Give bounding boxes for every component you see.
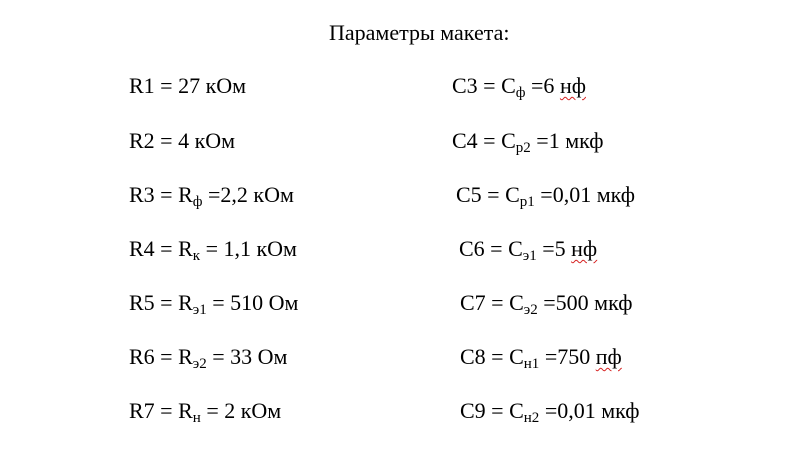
capacitor-c5 <box>456 181 635 209</box>
resistor-r6-subscript: э2 <box>192 356 207 372</box>
resistor-r4-symbol: R <box>178 236 193 261</box>
resistor-r6 <box>129 343 287 371</box>
page-title: Параметры макета: <box>329 20 510 45</box>
capacitor-c7-subscript: э2 <box>523 302 538 318</box>
resistor-r7 <box>129 397 281 425</box>
capacitor-c4-unit: мкф <box>565 128 604 153</box>
capacitor-c5-label: C5 = <box>456 182 506 207</box>
capacitor-c7-symbol: C <box>509 290 524 315</box>
capacitor-c9-value: =0,01 <box>539 398 602 423</box>
capacitor-c7-value: =500 <box>537 290 595 315</box>
resistor-r7-value: = 2 кОм <box>200 398 282 423</box>
resistor-r7-symbol: R <box>178 398 193 423</box>
capacitor-c3-value: =6 <box>525 73 560 98</box>
resistor-r3-subscript: ф <box>192 194 203 210</box>
capacitor-c5-value: =0,01 <box>534 182 597 207</box>
resistor-r1-text: R1 = 27 кОм <box>129 73 247 98</box>
capacitor-c8-subscript: н1 <box>523 356 540 372</box>
capacitor-c8-value: =750 <box>539 344 596 369</box>
resistor-r5 <box>129 289 298 317</box>
capacitor-c4-value: =1 <box>530 128 566 153</box>
resistor-r2-text: R2 = 4 кОм <box>129 128 236 153</box>
resistor-r2 <box>129 127 235 155</box>
capacitor-c4-symbol: C <box>501 128 516 153</box>
resistor-r4 <box>129 235 297 263</box>
capacitor-c8-symbol: C <box>509 344 524 369</box>
capacitor-c6 <box>459 235 597 263</box>
capacitor-c9-subscript: н2 <box>523 410 540 426</box>
capacitor-c9-symbol: C <box>509 398 524 423</box>
resistor-r7-subscript: н <box>192 410 201 426</box>
capacitor-c5-subscript: р1 <box>519 194 535 210</box>
resistor-r4-label: R4 = <box>129 236 179 261</box>
capacitor-c7 <box>460 289 632 317</box>
capacitor-c3 <box>452 72 586 100</box>
capacitor-c3-unit: нф <box>559 73 586 98</box>
resistor-r6-symbol: R <box>178 344 193 369</box>
capacitor-c9-label: C9 = <box>460 398 510 423</box>
resistor-r3-symbol: R <box>178 182 193 207</box>
capacitor-c3-symbol: C <box>501 73 516 98</box>
resistor-r3-label: R3 = <box>129 182 179 207</box>
capacitor-c6-symbol: C <box>508 236 523 261</box>
capacitor-c8 <box>460 343 622 371</box>
capacitor-c9-unit: мкф <box>601 398 640 423</box>
resistor-r5-label: R5 = <box>129 290 179 315</box>
resistor-r7-label: R7 = <box>129 398 179 423</box>
capacitor-c4-subscript: р2 <box>515 140 531 156</box>
resistor-r3-value: =2,2 кОм <box>202 182 294 207</box>
capacitor-c4-label: C4 = <box>452 128 502 153</box>
capacitor-c8-label: C8 = <box>460 344 510 369</box>
capacitor-c4 <box>452 127 604 155</box>
resistor-r4-subscript: к <box>192 248 201 264</box>
resistor-r5-symbol: R <box>178 290 193 315</box>
resistor-r3 <box>129 181 294 209</box>
capacitor-c3-subscript: ф <box>515 85 526 101</box>
capacitor-c5-unit: мкф <box>596 182 636 207</box>
resistor-r5-value: = 510 Ом <box>206 290 299 315</box>
capacitor-c8-unit: пф <box>595 344 622 369</box>
capacitor-c6-unit: нф <box>571 236 598 261</box>
resistor-r4-value: = 1,1 кОм <box>200 236 297 261</box>
resistor-r5-subscript: э1 <box>192 302 207 318</box>
resistor-r6-value: = 33 Ом <box>206 344 288 369</box>
capacitor-c5-symbol: C <box>505 182 520 207</box>
capacitor-c3-label: C3 = <box>452 73 502 98</box>
capacitor-c7-label: C7 = <box>460 290 510 315</box>
capacitor-c6-value: =5 <box>536 236 572 261</box>
capacitor-c7-unit: мкф <box>594 290 633 315</box>
capacitor-c6-subscript: э1 <box>522 248 537 264</box>
capacitor-c9 <box>460 397 640 425</box>
resistor-r1 <box>129 72 246 100</box>
capacitor-c6-label: C6 = <box>459 236 509 261</box>
resistor-r6-label: R6 = <box>129 344 179 369</box>
